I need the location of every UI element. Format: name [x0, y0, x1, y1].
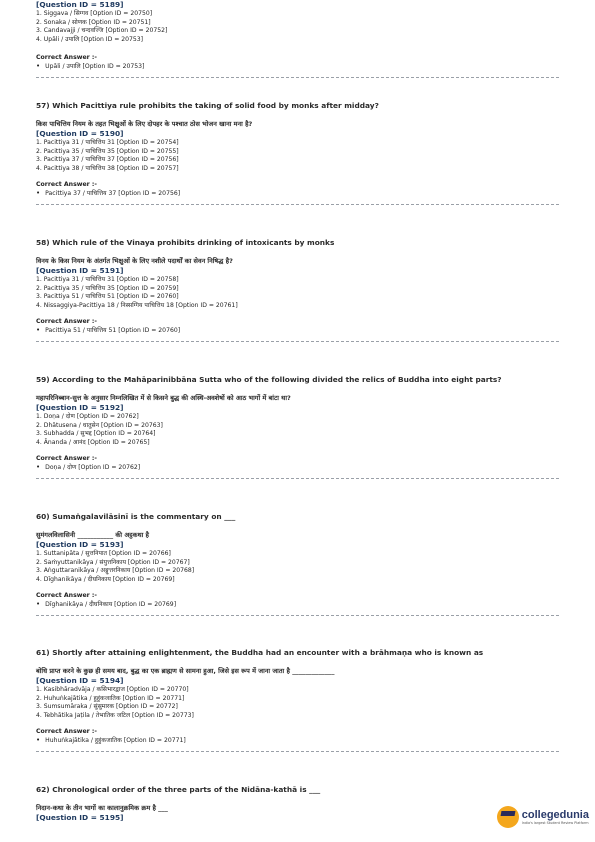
question-id: [Question ID = 5191]	[36, 266, 124, 275]
question-title: 60) Sumaṅgalavilāsinī is the commentary on ___	[36, 512, 236, 521]
option: 1. Siggava / सिग्गव [Option ID = 20750]	[36, 10, 153, 17]
graduation-cap-icon	[497, 806, 519, 828]
correct-answer-label: Correct Answer :-	[36, 54, 97, 62]
logo-tagline: India's largest Student Review Platform	[521, 820, 589, 825]
question-title: 58) Which rule of the Vinaya prohibits drinking of intoxicants by monks	[36, 238, 335, 247]
question-56-tail	[36, 0, 559, 78]
question-id: [Question ID = 5194]	[36, 676, 124, 685]
question-61	[36, 640, 559, 752]
options-list	[36, 139, 559, 173]
option: 3. Pacittiya 37 / पाचित्तिय 37 [Option ID = 20756]	[36, 156, 179, 164]
question-id: [Question ID = 5195]	[36, 813, 124, 822]
question-id: [Question ID = 5193]	[36, 540, 124, 549]
question-id: [Question ID = 5192]	[36, 403, 124, 412]
logo-name: collegedunia	[521, 808, 589, 821]
option: 3. Sumsumāraka / सुंसुमारक [Option ID = 20772]	[36, 703, 178, 711]
question-hindi: बोधि प्राप्त करने के कुछ ही समय बाद, बुद्ध का एक ब्राह्मण से सामना हुआ, जिसे इस रूप में जाना जाता है _____________	[36, 667, 335, 675]
question-59	[36, 367, 559, 479]
option: 3. Candavajji / चन्दवज्जि [Option ID = 20752]	[36, 27, 168, 35]
option: 4. Pacittiya 38 / पाचित्तिय 38 [Option ID = 20757]	[36, 164, 179, 172]
options-list	[36, 10, 559, 44]
option: 1. Pacittiya 31 / पाचित्तिय 31 [Option ID = 20754]	[36, 139, 179, 146]
separator	[36, 341, 559, 342]
option: 4. Tebhātika Jaṭila / तेभातिक जटिल [Option ID = 20773]	[36, 711, 194, 719]
correct-answer: • Pacittiya 51 / पाचित्तिय 51 [Option ID = 20760]	[36, 326, 559, 335]
option: 1. Kasibhāradvāja / कसिभारद्वाज [Option ID = 20770]	[36, 686, 189, 693]
question-id: [Question ID = 5189]	[36, 0, 124, 9]
question-hindi: सुमंगलविलासिनी ___________ की अट्ठकथा है	[36, 531, 150, 539]
question-hindi: महापरिनिब्बान-सुत्त के अनुसार निम्नलिखित में से किसने बुद्ध की अस्थि-अवशेषों को आठ भागों में बांटा था?	[36, 394, 291, 402]
options-list	[36, 276, 559, 310]
question-title: 57) Which Pacittiya rule prohibits the taking of solid food by monks after midday?	[36, 101, 379, 110]
question-hindi: निदान-कथा के तीन भागों का कालानुक्रमिक क्रम है ___	[36, 804, 168, 812]
correct-answer: • Upāli / उपालि [Option ID = 20753]	[36, 62, 559, 71]
question-title: 62) Chronological order of the three parts of the Nidāna-kathā is ___	[36, 785, 321, 794]
question-title: 59) According to the Mahāparinibbāna Sutta who of the following divided the relics of Buddha into eight parts?	[36, 375, 502, 384]
separator	[36, 77, 559, 78]
option: 4. Ānanda / आनंद [Option ID = 20765]	[36, 438, 150, 446]
question-62	[36, 777, 559, 823]
option: 2. Sonaka / सोणक [Option ID = 20751]	[36, 18, 151, 26]
correct-answer: • Huhuṅkajātika / हुहुंकजातिक [Option ID = 20771]	[36, 736, 559, 745]
question-title: 61) Shortly after attaining enlightenment, the Buddha had an encounter with a brāhmaṇa who is known as	[36, 648, 484, 657]
correct-answer-label: Correct Answer :-	[36, 455, 97, 463]
options-list	[36, 413, 559, 447]
option: 2. Saṁyuttanikāya / संयुत्तनिकाय [Option ID = 20767]	[36, 558, 190, 566]
separator	[36, 751, 559, 752]
correct-answer-label: Correct Answer :-	[36, 592, 97, 600]
question-hindi: विनय के किस नियम के अंतर्गत भिक्षुओं के लिए नशीले पदार्थों का सेवन निषिद्ध है?	[36, 257, 233, 265]
question-hindi: किस पाचित्तिय नियम के तहत भिक्षुओं के लिए दोपहर के पश्चात ठोस भोजन खाना मना है?	[36, 120, 253, 128]
collegedunia-logo	[497, 806, 589, 828]
option: 2. Pacittiya 35 / पाचित्तिय 35 [Option ID = 20755]	[36, 147, 179, 155]
separator	[36, 615, 559, 616]
option: 1. Pacittiya 31 / पाचित्तिय 31 [Option ID = 20758]	[36, 276, 179, 283]
separator	[36, 478, 559, 479]
correct-answer: • Pacittiya 37 / पाचित्तिय 37 [Option ID = 20756]	[36, 189, 559, 198]
option: 3. Aṅguttaranikāya / अङ्गुत्तरनिकाय [Option ID = 20768]	[36, 567, 195, 575]
options-list	[36, 686, 559, 720]
option: 1. Suttanipāta / सुत्तनिपात [Option ID = 20766]	[36, 550, 171, 557]
separator	[36, 204, 559, 205]
option: 4. Upāli / उपालि [Option ID = 20753]	[36, 35, 144, 43]
option: 3. Subhadda / सुभद्द [Option ID = 20764]	[36, 430, 156, 438]
correct-answer-label: Correct Answer :-	[36, 728, 97, 736]
correct-answer-label: Correct Answer :-	[36, 318, 97, 326]
option: 2. Dhātusena / धातुसेन [Option ID = 20763]	[36, 421, 163, 429]
option: 2. Huhuṅkajātika / हुहुंकजातिक [Option ID = 20771]	[36, 694, 185, 702]
option: 3. Pacittiya 51 / पाचित्तिय 51 [Option ID = 20760]	[36, 293, 179, 301]
correct-answer: • Doṇa / दोण [Option ID = 20762]	[36, 463, 559, 472]
question-id: [Question ID = 5190]	[36, 129, 124, 138]
correct-answer: • Dīghanikāya / दीघनिकाय [Option ID = 20769]	[36, 600, 559, 609]
option: 4. Dīghanikāya / दीघनिकाय [Option ID = 20769]	[36, 575, 175, 583]
question-60	[36, 504, 559, 616]
correct-answer-label: Correct Answer :-	[36, 181, 97, 189]
option: 2. Pacittiya 35 / पाचित्तिय 35 [Option ID = 20759]	[36, 284, 179, 292]
question-57	[36, 93, 559, 205]
option: 1. Doṇa / दोण [Option ID = 20762]	[36, 413, 139, 420]
option: 4. Nissaggiya-Pacittiya 18 / निस्सग्गिय पाचित्तिय 18 [Option ID = 20761]	[36, 301, 238, 309]
options-list	[36, 550, 559, 584]
question-58	[36, 230, 559, 342]
